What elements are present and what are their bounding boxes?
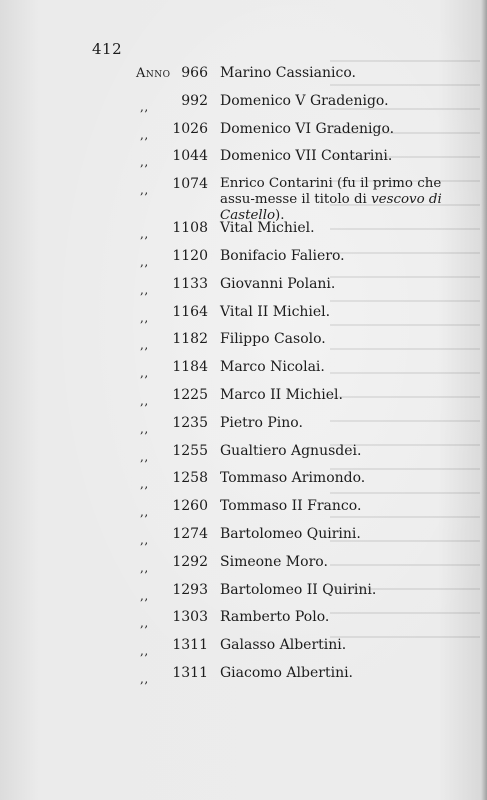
ditto-mark: ,, [140, 616, 149, 631]
entry-year: 1258 [172, 470, 208, 487]
list-entry [0, 606, 487, 634]
list-entry [0, 412, 487, 440]
entry-name: Filippo Casolo. [220, 331, 326, 348]
ditto-mark: ,, [140, 227, 149, 242]
entry-name-suffix: ). [275, 208, 285, 224]
list-entry [0, 273, 487, 301]
entry-year: 1292 [172, 553, 208, 570]
list-entry [0, 328, 487, 356]
entry-year: 1235 [172, 414, 208, 431]
ditto-mark: ,, [140, 366, 149, 381]
entry-name: Pietro Pino. [220, 414, 303, 431]
ditto-mark: ,, [140, 644, 149, 659]
list-entry [0, 173, 487, 224]
entry-name: Tommaso Arimondo. [220, 470, 366, 487]
entry-year: 1311 [172, 637, 208, 654]
entry-name: Domenico VI Gradenigo. [220, 120, 395, 137]
ditto-mark: ,, [140, 282, 149, 297]
ditto-mark: ,, [140, 310, 149, 325]
ditto-mark: ,, [140, 183, 149, 198]
ditto-mark: ,, [140, 505, 149, 520]
ditto-mark: ,, [140, 449, 149, 464]
ditto-mark: ,, [140, 671, 149, 686]
list-entry [0, 634, 487, 662]
page-number: 412 [92, 40, 123, 58]
anno-label: Anno [136, 66, 171, 81]
entry-name: Bonifacio Faliero. [220, 247, 345, 264]
list-entry [0, 523, 487, 551]
list-entry [0, 662, 487, 690]
entry-name-text: Enrico Contarini (fu il primo che assu-messe il titolo di [220, 176, 442, 208]
entry-name: Vital Michiel. [220, 220, 315, 237]
ditto-mark: ,, [140, 560, 149, 575]
entry-year: 1311 [172, 664, 208, 681]
list-entry [0, 217, 487, 245]
list-entry [0, 245, 487, 273]
entry-year: 1255 [172, 442, 208, 459]
entry-name: Giovanni Polani. [220, 275, 336, 292]
entry-name: Marco II Michiel. [220, 386, 343, 403]
entry-name: Marco Nicolai. [220, 359, 325, 376]
ditto-mark: ,, [140, 588, 149, 603]
list-entry [0, 90, 487, 118]
list-entry [0, 467, 487, 495]
list-entry [0, 384, 487, 412]
entry-name: Galasso Albertini. [220, 637, 347, 654]
entry-name: Vital II Michiel. [220, 303, 331, 320]
entry-year: 1044 [172, 148, 208, 165]
entry-year: 992 [181, 92, 208, 109]
list-entry [0, 145, 487, 173]
entry-year: 1120 [172, 247, 208, 264]
entry-year: 1184 [172, 359, 208, 376]
ditto-mark: ,, [140, 393, 149, 408]
entry-name: Marino Cassianico. [220, 65, 356, 81]
bishops-list [0, 62, 487, 690]
entry-year: 966 [181, 65, 208, 81]
entry-year: 1293 [172, 581, 208, 598]
ditto-mark: ,, [140, 99, 149, 114]
entry-name: Bartolomeo II Quirini. [220, 581, 377, 598]
entry-year: 1164 [172, 303, 208, 320]
entry-name: Ramberto Polo. [220, 609, 330, 626]
list-entry [0, 301, 487, 329]
entry-name: Domenico VII Contarini. [220, 148, 393, 165]
entry-year: 1074 [172, 176, 208, 193]
list-entry [0, 440, 487, 468]
list-entry [0, 495, 487, 523]
entry-year: 1108 [172, 220, 208, 237]
entry-year: 1260 [172, 498, 208, 515]
entry-name-italic: vescovo di Castello [220, 192, 442, 224]
list-entry [0, 118, 487, 146]
entry-name: Domenico V Gradenigo. [220, 92, 389, 109]
list-entry [0, 551, 487, 579]
entry-year: 1303 [172, 609, 208, 626]
list-entry [0, 62, 487, 90]
ditto-mark: ,, [140, 155, 149, 170]
ditto-mark: ,, [140, 127, 149, 142]
entry-year: 1274 [172, 525, 208, 542]
ditto-mark: ,, [140, 421, 149, 436]
entry-year: 1182 [172, 331, 208, 348]
ditto-mark: ,, [140, 338, 149, 353]
list-entry [0, 579, 487, 607]
entry-name: Gualtiero Agnusdei. [220, 442, 362, 459]
entry-year: 1133 [172, 275, 208, 292]
entry-year: 1026 [172, 120, 208, 137]
ditto-mark: ,, [140, 477, 149, 492]
entry-name: Bartolomeo Quirini. [220, 525, 361, 542]
entry-year: 1225 [172, 386, 208, 403]
ditto-mark: ,, [140, 254, 149, 269]
list-entry [0, 356, 487, 384]
entry-name: Simeone Moro. [220, 553, 328, 570]
ditto-mark: ,, [140, 532, 149, 547]
entry-name: Tommaso II Franco. [220, 498, 362, 515]
entry-name: Giacomo Albertini. [220, 664, 354, 681]
